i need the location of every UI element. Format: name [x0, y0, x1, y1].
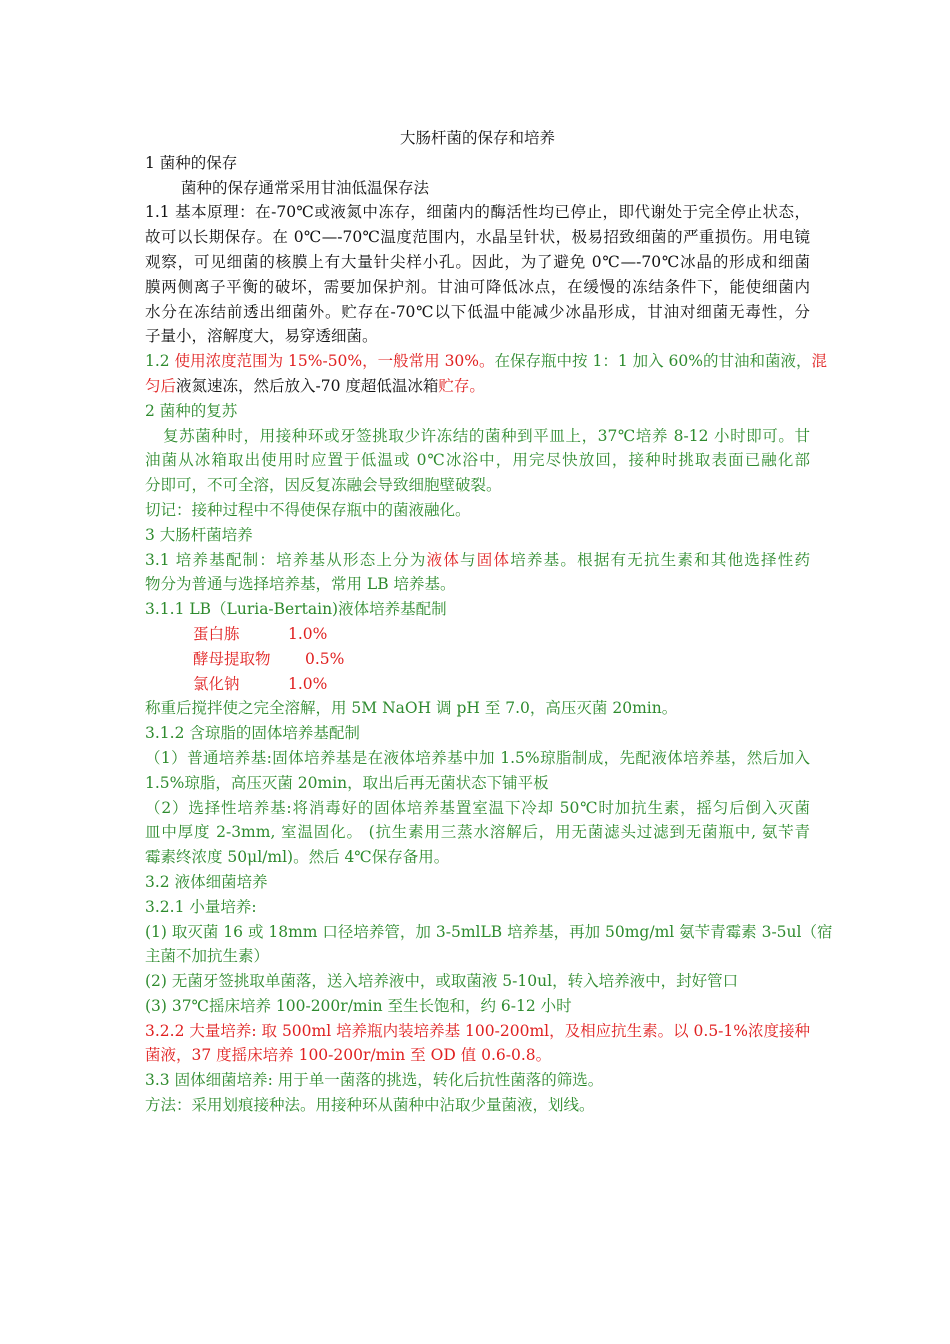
paragraph-line: (1) 取灭菌 16 或 18mm 口径培养管，加 3-5mlLB 培养基，再加 50mg/ml 氨苄青霉素 3-5ul（宿: [145, 922, 833, 941]
document-page: [145, 126, 833, 1118]
heading-3: 3 大肠杆菌培养: [145, 525, 253, 544]
paragraph-line: 霉素终浓度 50μl/ml)。然后 4℃保存备用。: [145, 848, 450, 867]
paragraph-line: (2) 无菌牙签挑取单菌落，送入培养液中，或取菌液 5-10ul，转入培养液中，封好管口: [145, 972, 739, 991]
subheading: 3.2 液体细菌培养: [145, 872, 268, 891]
paragraph-line: 物分为普通与选择培养基，常用 LB 培养基。: [145, 575, 456, 594]
paragraph-line: 子量小，溶解度大，易穿透细菌。: [145, 327, 378, 346]
paragraph-line: 菌液，37 度摇床培养 100-200r/min 至 OD 值 0.6-0.8。: [145, 1046, 552, 1065]
paragraph-line: （2）选择性培养基:将消毒好的固体培养基置室温下冷却 50℃时加抗生素，摇匀后倒入灭菌: [145, 798, 810, 817]
paragraph-line: 复苏菌种时，用接种环或牙签挑取少许冻结的菌种到平皿上，37℃培养 8-12 小时即可。甘: [163, 426, 810, 445]
paragraph-line: 方法：采用划痕接种法。用接种环从菌种中沾取少量菌液，划线。: [145, 1096, 595, 1115]
paragraph-line: 1.5%琼脂，高压灭菌 20min，取出后再无菌状态下铺平板: [145, 773, 549, 792]
paragraph-line: 1.2 使用浓度范围为 15%-50%，一般常用 30%。在保存瓶中按 1：1 加入 60%的甘油和菌液，混: [145, 352, 828, 371]
doc-title: 大肠杆菌的保存和培养: [399, 129, 555, 147]
ingredient-row: 酵母提取物 0.5%: [193, 649, 345, 668]
paragraph-line: 1.1 基本原理：在-70℃或液氮中冻存，细菌内的酶活性均已停止，即代谢处于完全停止状态，: [145, 203, 810, 222]
paragraph-line: 油菌从冰箱取出使用时应置于低温或 0℃冰浴中，用完尽快放回，接种时挑取表面已融化部: [145, 451, 810, 470]
paragraph-line: 3.1 培养基配制：培养基从形态上分为液体与固体培养基。根据有无抗生素和其他选择性药: [145, 550, 810, 569]
paragraph-line: 菌种的保存通常采用甘油低温保存法: [181, 178, 430, 197]
paragraph-line: 水分在冻结前透出细菌外。贮存在-70℃以下低温中能减少冰晶形成，甘油对细菌无毒性，分: [145, 302, 810, 321]
note-line: 切记：接种过程中不得使保存瓶中的菌液融化。: [145, 500, 471, 519]
subheading: 3.1.2 含琼脂的固体培养基配制: [145, 724, 360, 743]
paragraph-line: （1）普通培养基:固体培养基是在液体培养基中加 1.5%琼脂制成，先配液体培养基，然后加入: [145, 748, 810, 767]
paragraph-line: 3.3 固体细菌培养: 用于单一菌落的挑选，转化后抗性菌落的筛选。: [145, 1071, 604, 1090]
subheading: 3.2.1 小量培养:: [145, 897, 257, 916]
paragraph-line: 观察，可见细菌的核膜上有大量针尖样小孔。因此，为了避免 0℃—-70℃冰晶的形成和细菌: [145, 252, 810, 271]
subheading: 3.1.1 LB（Luria-Bertain)液体培养基配制: [145, 600, 447, 619]
paragraph-line: 故可以长期保存。在 0℃—-70℃温度范围内，水晶呈针状，极易招致细菌的严重损伤。用电镜: [145, 228, 810, 247]
paragraph-line: 匀后液氮速冻，然后放入-70 度超低温冰箱贮存。: [145, 376, 485, 395]
paragraph-line: 分即可，不可全溶，因反复冻融会导致细胞壁破裂。: [145, 476, 502, 495]
paragraph-line: 皿中厚度 2-3mm, 室温固化。 (抗生素用三蒸水溶解后，用无菌滤头过滤到无菌瓶中, 氨苄青: [145, 823, 810, 842]
ingredient-row: 蛋白胨 1.0%: [193, 624, 328, 643]
ingredient-row: 氯化钠 1.0%: [193, 674, 328, 693]
paragraph-line: (3) 37℃摇床培养 100-200r/min 至生长饱和，约 6-12 小时: [145, 996, 572, 1015]
paragraph-line: 膜两侧离子平衡的破坏，需要加保护剂。甘油可降低冰点，在缓慢的冻结条件下，能使细菌内: [145, 277, 810, 296]
paragraph-line: 主菌不加抗生素）: [145, 947, 270, 966]
heading-2: 2 菌种的复苏: [145, 401, 238, 420]
heading-1: 1 菌种的保存: [145, 153, 238, 172]
paragraph-line: 3.2.2 大量培养: 取 500ml 培养瓶内装培养基 100-200ml，及相应抗生素。以 0.5-1%浓度接种: [145, 1021, 811, 1040]
paragraph-line: 称重后搅拌使之完全溶解，用 5M NaOH 调 pH 至 7.0，高压灭菌 20min。: [145, 699, 678, 718]
